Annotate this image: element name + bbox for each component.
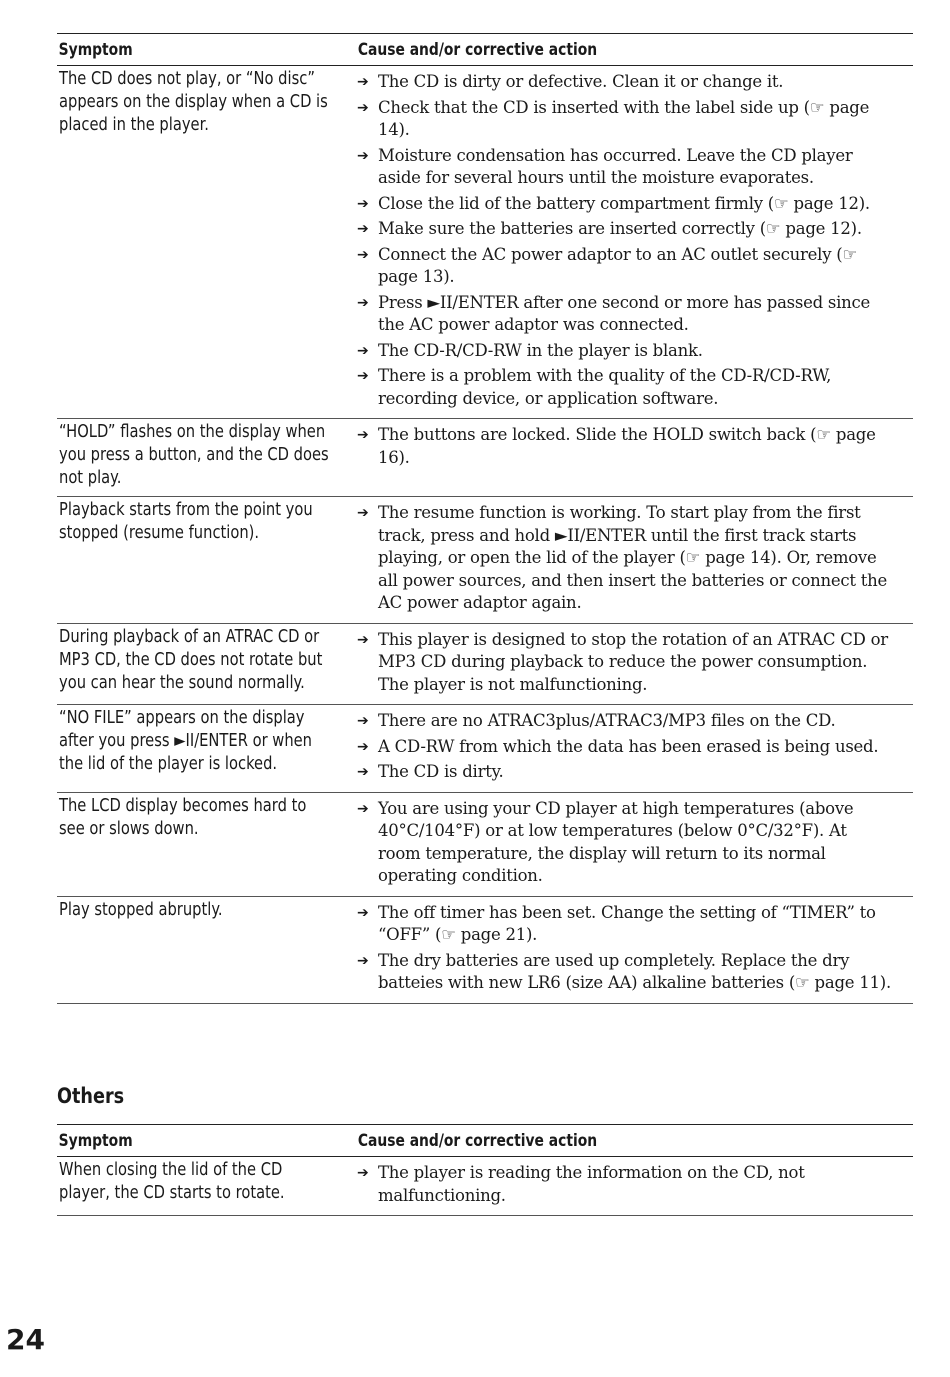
symptom-text: During playback of an ATRAC CD or MP3 CD, the CD does not rotate but you can hear the sound normally. — [59, 626, 323, 693]
table-row — [57, 793, 913, 897]
cause-item: ➔ The dry batteries are used up completely. Replace the dry batteies with new LR6 (size AA) alkaline batteries (☞ page 11). — [357, 950, 893, 995]
table-header — [57, 1124, 913, 1157]
symptom-text: “HOLD” flashes on the display when you press a button, and the CD does not play. — [59, 422, 329, 488]
cause-item: ➔ The player is reading the information on the CD, not malfunctioning. — [357, 1162, 893, 1207]
cause-cell — [357, 624, 913, 705]
cause-item: ➔ This player is designed to stop the rotation of an ATRAC CD or MP3 CD during playback to reduce the power consumption. The player is not malfunctioning. — [357, 629, 893, 697]
others-table — [57, 1124, 913, 1216]
cause-item: ➔ Close the lid of the battery compartment firmly (☞ page 12). — [357, 193, 893, 216]
symptom-cell — [57, 419, 357, 496]
cause-column-header: Cause and/or corrective action — [357, 1131, 598, 1150]
page-number: 24 — [6, 1323, 45, 1356]
cause-item: ➔ There is a problem with the quality of the CD-R/CD-RW, recording device, or application software. — [357, 365, 893, 410]
symptom-cell — [57, 497, 357, 623]
cause-cell — [357, 497, 913, 623]
table-row — [57, 897, 913, 1004]
table-header — [57, 33, 913, 66]
symptom-cell — [57, 66, 357, 418]
symptom-text: When closing the lid of the CD player, the CD starts to rotate. — [59, 1160, 285, 1203]
table-row — [57, 497, 913, 624]
symptom-cell — [57, 624, 357, 705]
cause-item: ➔ You are using your CD player at high temperatures (above 40°C/104°F) or at low temperatures (below 0°C/32°F). At room temperature, the display will return to its normal operating condition. — [357, 798, 893, 888]
symptom-column-header: Symptom — [58, 1131, 133, 1150]
symptom-text: The LCD display becomes hard to see or slows down. — [59, 795, 307, 839]
symptom-text: Play stopped abruptly. — [59, 899, 223, 920]
cause-item: ➔ There are no ATRAC3plus/ATRAC3/MP3 files on the CD. — [357, 710, 893, 733]
cause-item: ➔ The CD is dirty or defective. Clean it or change it. — [357, 71, 893, 94]
cause-cell — [357, 897, 913, 1003]
cause-cell — [357, 793, 913, 896]
cause-item: ➔ Press ►II/ENTER after one second or more has passed since the AC power adaptor was connected. — [357, 292, 893, 337]
symptom-text: Playback starts from the point you stopped (resume function). — [59, 500, 313, 543]
cause-cell — [357, 705, 913, 792]
cause-item: ➔ A CD-RW from which the data has been erased is being used. — [357, 736, 893, 759]
cause-item: ➔ Make sure the batteries are inserted correctly (☞ page 12). — [357, 218, 893, 241]
cause-item: ➔ Check that the CD is inserted with the label side up (☞ page 14). — [357, 97, 893, 142]
symptom-cell — [57, 897, 357, 1003]
cause-item: ➔ The CD is dirty. — [357, 761, 893, 784]
cause-cell — [357, 1157, 913, 1215]
table-row — [57, 66, 913, 419]
cause-cell — [357, 419, 913, 496]
table-row — [57, 624, 913, 706]
section-title-others: Others — [57, 1084, 125, 1108]
symptom-cell — [57, 1157, 357, 1215]
table-row — [57, 419, 913, 497]
table-row — [57, 705, 913, 793]
symptom-cell — [57, 705, 357, 792]
cause-item: ➔ Moisture condensation has occurred. Leave the CD player aside for several hours until the moisture evaporates. — [357, 145, 893, 190]
symptom-column-header: Symptom — [58, 40, 133, 59]
cause-item: ➔ Connect the AC power adaptor to an AC outlet securely (☞ page 13). — [357, 244, 893, 289]
cause-item: ➔ The resume function is working. To start play from the first track, press and hold ►II/ENTER until the first track starts playing, or open the lid of the player (☞ page 14). Or, remove all power sources, and then insert the batteries or connect the AC power adaptor again. — [357, 502, 893, 615]
cause-cell — [357, 66, 913, 418]
symptom-cell — [57, 793, 357, 896]
troubleshooting-table — [57, 33, 913, 1004]
cause-item: ➔ The CD-R/CD-RW in the player is blank. — [357, 340, 893, 363]
cause-item: ➔ The buttons are locked. Slide the HOLD switch back (☞ page 16). — [357, 424, 893, 469]
cause-column-header: Cause and/or corrective action — [357, 40, 598, 59]
table-row — [57, 1157, 913, 1216]
cause-item: ➔ The off timer has been set. Change the setting of “TIMER” to “OFF” (☞ page 21). — [357, 902, 893, 947]
symptom-text: “NO FILE” appears on the display after you press ►II/ENTER or when the lid of the player is locked. — [59, 708, 312, 774]
symptom-text: The CD does not play, or “No disc” appears on the display when a CD is placed in the player. — [59, 69, 328, 135]
